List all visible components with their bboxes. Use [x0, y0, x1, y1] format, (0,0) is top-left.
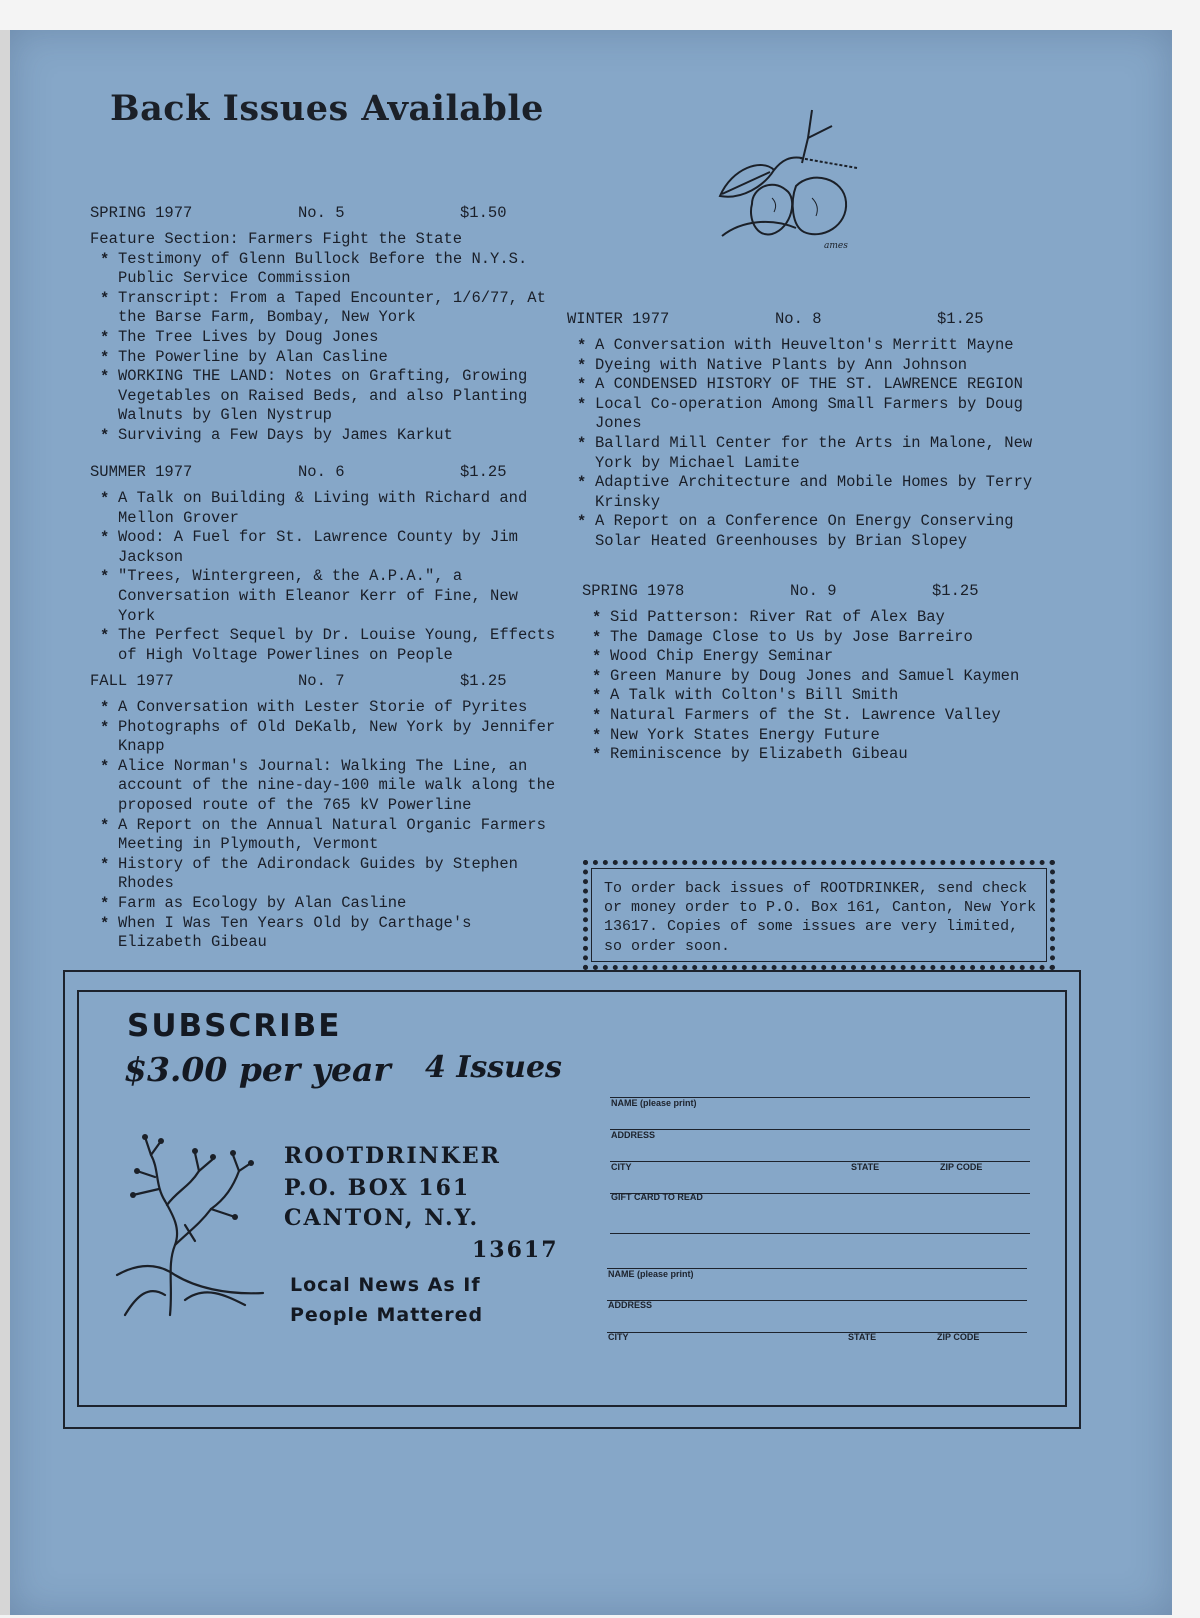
list-item: * A Report on the Annual Natural Organic Farmers Meeting in Plymouth, Vermont [90, 816, 560, 855]
list-item: * A Conversation with Lester Storie of Pyrites [90, 698, 560, 718]
address-label: ADDRESS [611, 1130, 656, 1140]
subscription-issue-count: 4 Issues [425, 1050, 562, 1085]
list-item: * Alice Norman's Journal: Walking The Line, an account of the nine-day-100 mile walk along the proposed route of the 765 kV Powerline [90, 757, 560, 816]
issue-header [582, 582, 1042, 608]
issue-number: No. 6 [298, 463, 345, 481]
list-item: * A CONDENSED HISTORY OF THE ST. LAWRENCE REGION [567, 375, 1042, 395]
issue-price: $1.25 [932, 582, 979, 600]
page-spine [0, 30, 10, 1615]
list-item: * Wood: A Fuel for St. Lawrence County by Jim Jackson [90, 528, 560, 567]
issue-number: No. 9 [790, 582, 837, 600]
list-item: * Sid Patterson: River Rat of Alex Bay [582, 608, 1042, 628]
list-item: * Natural Farmers of the St. Lawrence Valley [582, 706, 1042, 726]
list-item: * Adaptive Architecture and Mobile Homes by Terry Krinsky [567, 473, 1042, 512]
address-zip: 13617 [472, 1237, 559, 1263]
article-list [582, 608, 1042, 765]
list-item: * "Trees, Wintergreen, & the A.P.A.", a Conversation with Eleanor Kerr of Fine, New York [90, 567, 560, 626]
list-item: * The Powerline by Alan Casline [90, 348, 560, 368]
zip-label: ZIP CODE [937, 1332, 980, 1342]
issue-price: $1.50 [460, 204, 507, 222]
name-label: NAME (please print) [608, 1269, 694, 1279]
list-item: * The Tree Lives by Doug Jones [90, 328, 560, 348]
issue-header [90, 463, 560, 489]
list-item: * History of the Adirondack Guides by Stephen Rhodes [90, 855, 560, 894]
issue-header [90, 204, 560, 230]
order-note-box [583, 860, 1055, 970]
slogan-line-1: Local News As If [290, 1274, 481, 1296]
issue-fall-1977 [90, 672, 560, 953]
issue-season: FALL 1977 [90, 672, 174, 690]
issue-price: $1.25 [460, 463, 507, 481]
issue-season: SPRING 1977 [90, 204, 193, 222]
article-list [90, 698, 560, 953]
state-label: STATE [848, 1332, 877, 1342]
issue-price: $1.25 [937, 310, 984, 328]
name-field-2[interactable] [607, 1254, 1027, 1269]
city-state-zip-field-2[interactable] [607, 1318, 1027, 1333]
city-label: CITY [608, 1332, 629, 1342]
city-label: CITY [611, 1162, 632, 1172]
issue-summer-1977 [90, 463, 560, 665]
list-item: * Green Manure by Doug Jones and Samuel Kaymen [582, 667, 1042, 687]
apple-branch-icon [712, 108, 872, 258]
list-item: * Transcript: From a Taped Encounter, 1/6/77, At the Barse Farm, Bombay, New York [90, 289, 560, 328]
subscribe-title: SUBSCRIBE [127, 1008, 342, 1044]
issue-number: No. 5 [298, 204, 345, 222]
address-line-3: CANTON, N.Y. [284, 1205, 480, 1231]
issue-spring-1977 [90, 204, 560, 446]
issue-season: WINTER 1977 [567, 310, 670, 328]
list-item: * New York States Energy Future [582, 726, 1042, 746]
issue-header [90, 672, 560, 698]
tree-icon [115, 1125, 265, 1320]
gift-card-line[interactable] [610, 1219, 1030, 1234]
issue-header [567, 310, 1042, 336]
list-item: * A Conversation with Heuvelton's Merritt Mayne [567, 336, 1042, 356]
issue-spring-1978 [582, 582, 1042, 765]
article-list [90, 489, 560, 665]
page-title: Back Issues Available [110, 88, 544, 129]
list-item: * Dyeing with Native Plants by Ann Johnson [567, 356, 1042, 376]
order-note-text: To order back issues of ROOTDRINKER, send check or money order to P.O. Box 161, Canton, New York 13617. Copies of some issues are very limited, so order soon. [604, 880, 1037, 955]
issue-price: $1.25 [460, 672, 507, 690]
feature-section-heading: Feature Section: Farmers Fight the State [90, 230, 463, 248]
list-item: * Testimony of Glenn Bullock Before the N.Y.S. Public Service Commission [90, 250, 560, 289]
list-item: * The Damage Close to Us by Jose Barreiro [582, 628, 1042, 648]
address-field-2[interactable] [607, 1286, 1027, 1301]
article-list [567, 336, 1042, 552]
issue-season: SPRING 1978 [582, 582, 685, 600]
address-line-2: P.O. BOX 161 [284, 1175, 471, 1201]
state-label: STATE [851, 1162, 880, 1172]
list-item: * A Talk with Colton's Bill Smith [582, 686, 1042, 706]
list-item: * Farm as Ecology by Alan Casline [90, 894, 560, 914]
issue-number: No. 8 [775, 310, 822, 328]
issue-number: No. 7 [298, 672, 345, 690]
address-line-1: ROOTDRINKER [284, 1143, 501, 1169]
address-label: ADDRESS [608, 1300, 653, 1310]
list-item: * WORKING THE LAND: Notes on Grafting, Growing Vegetables on Raised Beds, and also Planting Walnuts by Glen Nystrup [90, 367, 560, 426]
gift-card-label: GIFT CARD TO READ [611, 1192, 703, 1202]
name-label: NAME (please print) [611, 1098, 697, 1108]
subscription-price: $3.00 per year [124, 1050, 391, 1089]
list-item: * Reminiscence by Elizabeth Gibeau [582, 745, 1042, 765]
city-state-zip-field-1[interactable] [610, 1147, 1030, 1162]
emblem-signature: ames [824, 241, 848, 251]
list-item: * A Talk on Building & Living with Richard and Mellon Grover [90, 489, 560, 528]
issue-winter-1977 [567, 310, 1042, 552]
issue-season: SUMMER 1977 [90, 463, 193, 481]
list-item: * Wood Chip Energy Seminar [582, 647, 1042, 667]
list-item: * Surviving a Few Days by James Karkut [90, 426, 560, 446]
list-item: * Local Co-operation Among Small Farmers by Doug Jones [567, 395, 1042, 434]
list-item: * Ballard Mill Center for the Arts in Malone, New York by Michael Lamite [567, 434, 1042, 473]
list-item: * The Perfect Sequel by Dr. Louise Young, Effects of High Voltage Powerlines on People [90, 626, 560, 665]
article-list [90, 250, 560, 446]
slogan-line-2: People Mattered [290, 1304, 484, 1326]
list-item: * When I Was Ten Years Old by Carthage's Elizabeth Gibeau [90, 914, 560, 953]
list-item: * Photographs of Old DeKalb, New York by Jennifer Knapp [90, 718, 560, 757]
address-field-1[interactable] [610, 1115, 1030, 1130]
zip-label: ZIP CODE [940, 1162, 983, 1172]
list-item: * A Report on a Conference On Energy Conserving Solar Heated Greenhouses by Brian Slopey [567, 512, 1042, 551]
name-field-1[interactable] [610, 1083, 1030, 1098]
